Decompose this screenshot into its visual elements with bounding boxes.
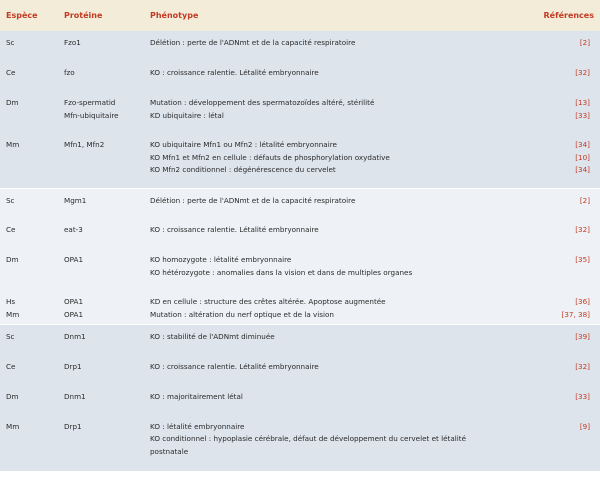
reference-line: [33] xyxy=(575,110,590,120)
phenotype-cell xyxy=(144,355,520,385)
table-row xyxy=(0,133,600,188)
protein-cell xyxy=(58,248,144,290)
species-cell: Dm xyxy=(0,385,58,415)
reference-line: [34] xyxy=(575,165,590,175)
reference-cell xyxy=(520,133,600,188)
species-cell: Mm xyxy=(0,309,58,325)
protein-line: Mfn1, Mfn2 xyxy=(64,140,105,149)
reference-line: [34] xyxy=(575,140,590,149)
phenotype-line: Mutation : altération du nerf optique et de la vision xyxy=(150,309,334,319)
phenotype-cell xyxy=(144,290,520,309)
phenotype-line: KO Mfn2 conditionnel : dégénérescence du cervelet xyxy=(150,165,336,175)
phenotype-cell xyxy=(144,61,520,91)
table-row xyxy=(0,248,600,290)
protein-cell xyxy=(58,218,144,248)
table-row xyxy=(0,385,600,415)
reference-cell xyxy=(520,415,600,471)
table-row xyxy=(0,415,600,471)
species-cell: Sc xyxy=(0,188,58,218)
reference-line: [39] xyxy=(575,332,590,342)
phenotype-cell xyxy=(144,248,520,290)
phenotype-cell xyxy=(144,31,520,61)
reference-cell xyxy=(520,248,600,290)
reference-cell xyxy=(520,218,600,248)
protein-cell xyxy=(58,188,144,218)
protein-line: OPA1 xyxy=(64,309,84,319)
phenotype-line: KO : stabilité de l'ADNmt diminuée xyxy=(150,332,275,342)
phenotype-line: KO : croissance ralentie. Létalité embryonnaire xyxy=(150,361,319,371)
protein-cell xyxy=(58,385,144,415)
phenotype-line: KD ubiquitaire : létal xyxy=(150,110,224,120)
phenotype-cell xyxy=(144,218,520,248)
phenotype-line: Délétion : perte de l'ADNmt et de la capacité respiratoire xyxy=(150,38,356,47)
table-row xyxy=(0,61,600,91)
reference-cell xyxy=(520,355,600,385)
protein-cell xyxy=(58,91,144,133)
protein-line: Mgm1 xyxy=(64,195,87,205)
header-phenotype: Phénotype xyxy=(144,0,520,31)
protein-line: Dnm1 xyxy=(64,332,86,342)
reference-line: [32] xyxy=(575,361,590,371)
species-cell: Ce xyxy=(0,61,58,91)
phenotype-cell xyxy=(144,325,520,355)
reference-line: [10] xyxy=(575,152,590,162)
protein-cell xyxy=(58,415,144,471)
table-row xyxy=(0,290,600,309)
reference-line: [36] xyxy=(575,297,590,306)
phenotype-cell xyxy=(144,188,520,218)
phenotype-line: KO : létalité embryonnaire xyxy=(150,421,245,431)
table-row xyxy=(0,218,600,248)
protein-cell xyxy=(58,355,144,385)
phenotype-line: KO : croissance ralentie. Létalité embryonnaire xyxy=(150,225,319,234)
protein-cell xyxy=(58,290,144,309)
phenotype-line: KO : croissance ralentie. Létalité embryonnaire xyxy=(150,68,319,77)
protein-line: Fzo-spermatid xyxy=(64,98,116,107)
group-mitofusin xyxy=(0,31,600,188)
phenotype-line: KD en cellule : structure des crêtes altérée. Apoptose augmentée xyxy=(150,297,386,306)
reference-line: [37, 38] xyxy=(561,309,590,319)
phenotype-line: Délétion : perte de l'ADNmt et de la capacité respiratoire xyxy=(150,195,356,205)
reference-cell xyxy=(520,91,600,133)
table-row xyxy=(0,309,600,325)
protein-cell xyxy=(58,309,144,325)
header-species: Espèce xyxy=(0,0,58,31)
species-cell: Ce xyxy=(0,355,58,385)
species-cell: Dm xyxy=(0,248,58,290)
header-references: Références xyxy=(520,0,600,31)
phenotype-cell xyxy=(144,309,520,325)
reference-cell xyxy=(520,385,600,415)
phenotype-line: postnatale xyxy=(150,446,189,456)
protein-line: Mfn-ubiquitaire xyxy=(64,110,119,120)
species-cell: Sc xyxy=(0,31,58,61)
reference-line: [2] xyxy=(579,38,590,47)
species-cell: Hs xyxy=(0,290,58,309)
group-dynamin xyxy=(0,325,600,471)
protein-line: Fzo1 xyxy=(64,38,81,47)
reference-cell xyxy=(520,61,600,91)
reference-cell xyxy=(520,290,600,309)
reference-cell xyxy=(520,309,600,325)
protein-line: eat-3 xyxy=(64,225,83,234)
table-row xyxy=(0,91,600,133)
reference-line: [32] xyxy=(575,68,590,77)
phenotype-cell xyxy=(144,415,520,471)
protein-line: OPA1 xyxy=(64,297,84,306)
reference-line: [2] xyxy=(579,195,590,205)
phenotype-line: Mutation : développement des spermatozoïdes altéré, stérilité xyxy=(150,98,375,107)
reference-cell xyxy=(520,31,600,61)
group-opa1 xyxy=(0,188,600,325)
protein-cell xyxy=(58,31,144,61)
species-cell: Mm xyxy=(0,133,58,188)
protein-cell xyxy=(58,325,144,355)
table-row xyxy=(0,188,600,218)
protein-line: fzo xyxy=(64,68,75,77)
phenotype-line: KO Mfn1 et Mfn2 en cellule : défauts de phosphorylation oxydative xyxy=(150,152,390,162)
phenotype-cell xyxy=(144,133,520,188)
species-cell: Ce xyxy=(0,218,58,248)
protein-line: Drp1 xyxy=(64,361,82,371)
protein-line: Dnm1 xyxy=(64,391,86,401)
species-cell: Sc xyxy=(0,325,58,355)
reference-line: [33] xyxy=(575,391,590,401)
table-row xyxy=(0,355,600,385)
reference-line: [35] xyxy=(575,255,590,264)
protein-line: Drp1 xyxy=(64,421,82,431)
phenotype-line: KO conditionnel : hypoplasie cérébrale, défaut de développement du cervelet et létalité xyxy=(150,434,466,444)
protein-cell xyxy=(58,61,144,91)
reference-cell xyxy=(520,188,600,218)
species-cell: Dm xyxy=(0,91,58,133)
phenotype-line: KO ubiquitaire Mfn1 ou Mfn2 : létalité embryonnaire xyxy=(150,140,337,149)
reference-line: [13] xyxy=(575,98,590,107)
reference-line: [32] xyxy=(575,225,590,234)
header-protein: Protéine xyxy=(58,0,144,31)
phenotype-cell xyxy=(144,91,520,133)
reference-cell xyxy=(520,325,600,355)
header-row xyxy=(0,0,600,31)
phenotype-line: KO hétérozygote : anomalies dans la vision et dans de multiples organes xyxy=(150,267,413,277)
phenotype-line: KO : majoritairement létal xyxy=(150,391,243,401)
species-cell: Mm xyxy=(0,415,58,471)
protein-line: OPA1 xyxy=(64,255,84,264)
phenotype-cell xyxy=(144,385,520,415)
phenotype-line: KO homozygote : létalité embryonnaire xyxy=(150,255,292,264)
reference-line: [9] xyxy=(579,421,590,431)
table-row xyxy=(0,325,600,355)
table-row xyxy=(0,31,600,61)
protein-cell xyxy=(58,133,144,188)
